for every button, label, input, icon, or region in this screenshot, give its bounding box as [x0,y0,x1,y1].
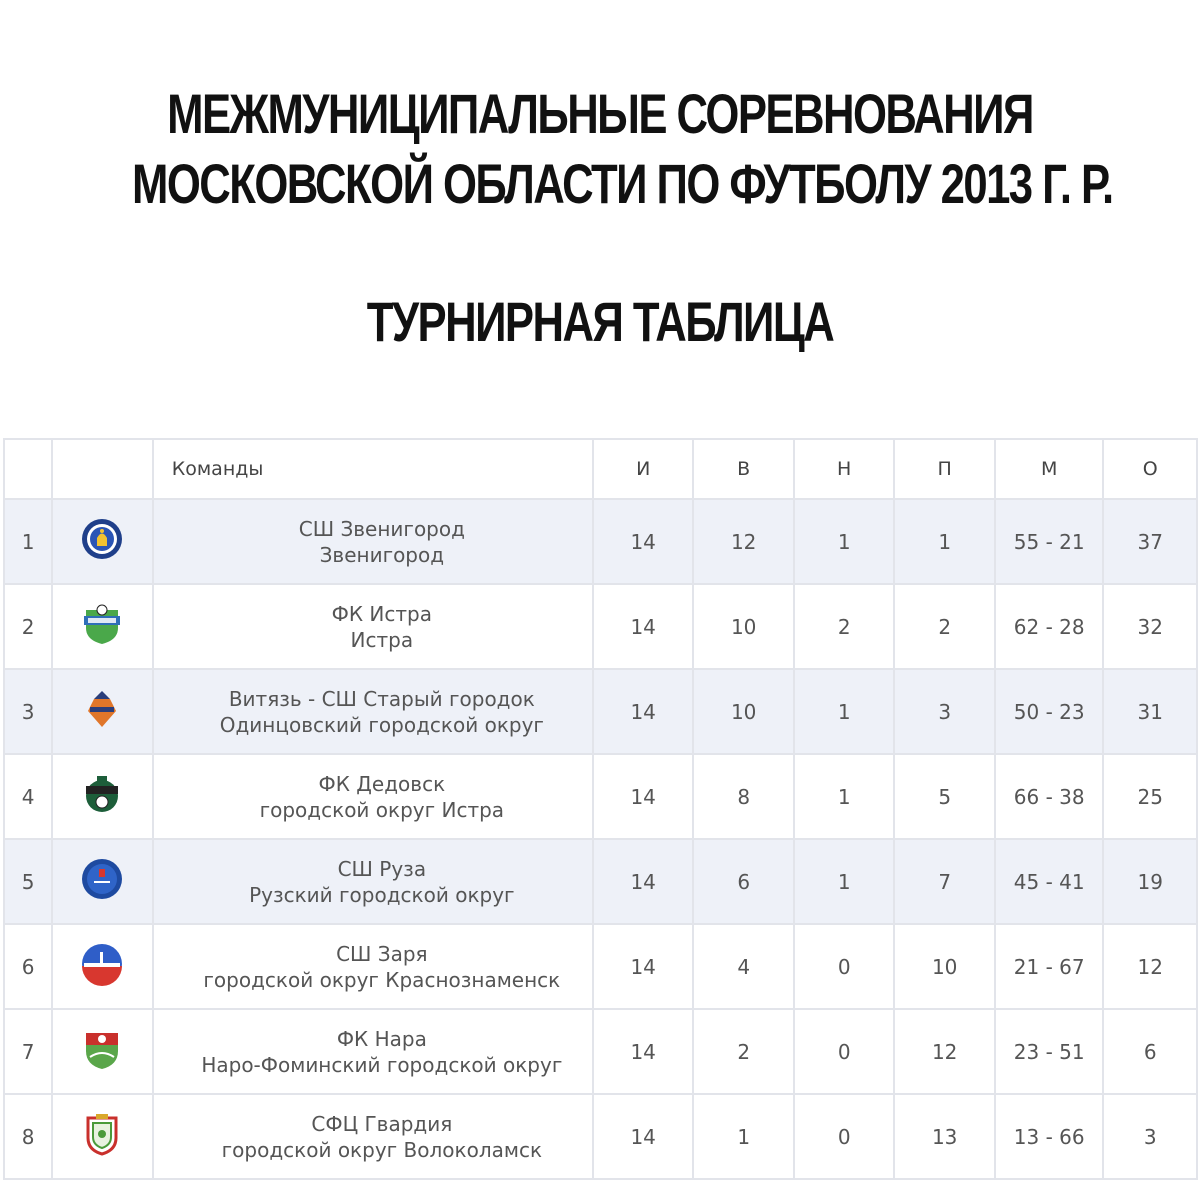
header-wins: В [693,439,794,499]
draws: 0 [794,924,895,1009]
wins: 6 [693,839,794,924]
games-played: 14 [593,584,694,669]
header-draws: Н [794,439,895,499]
table-row[interactable] [4,1094,1197,1179]
team-cell[interactable] [153,839,593,924]
title-line-2: МОСКОВСКОЙ ОБЛАСТИ ПО ФУТБОЛУ 2013 Г. Р. [132,152,1113,215]
points: 3 [1103,1094,1197,1179]
games-played: 14 [593,669,694,754]
zarya-circle-icon [80,942,124,986]
goals: 13 - 66 [995,1094,1104,1179]
games-played: 14 [593,499,694,584]
table-row[interactable] [4,584,1197,669]
games-played: 14 [593,924,694,1009]
nara-shield-icon [80,1027,124,1071]
goals: 21 - 67 [995,924,1104,1009]
losses: 1 [894,499,995,584]
istra-shield-icon [80,602,124,646]
draws: 2 [794,584,895,669]
losses: 3 [894,669,995,754]
row-position: 4 [4,754,52,839]
team-name[interactable]: СШ Заря [336,941,428,966]
team-logo [52,754,153,839]
goals: 23 - 51 [995,1009,1104,1094]
wins: 2 [693,1009,794,1094]
losses: 10 [894,924,995,1009]
games-played: 14 [593,839,694,924]
row-position: 5 [4,839,52,924]
table-row[interactable] [4,754,1197,839]
draws: 1 [794,669,895,754]
dedovsk-badge-icon [80,772,124,816]
points: 25 [1103,754,1197,839]
points: 37 [1103,499,1197,584]
team-name[interactable]: ФК Истра [331,601,432,626]
table-subtitle: ТУРНИРНАЯ ТАБЛИЦА [366,290,834,353]
table-row[interactable] [4,499,1197,584]
points: 32 [1103,584,1197,669]
header-games: И [593,439,694,499]
team-city: Истра [350,627,414,652]
table-row[interactable] [4,1009,1197,1094]
header-goals: М [995,439,1104,499]
losses: 2 [894,584,995,669]
header-teams: Команды [153,439,593,499]
team-logo [52,669,153,754]
team-cell[interactable] [153,584,593,669]
team-name[interactable]: ФК Нара [336,1026,427,1051]
team-name[interactable]: Витязь - СШ Старый городок [228,686,535,711]
goals: 66 - 38 [995,754,1104,839]
losses: 12 [894,1009,995,1094]
header-pos [4,439,52,499]
points: 6 [1103,1009,1197,1094]
header-logo [52,439,153,499]
team-cell[interactable] [153,1094,593,1179]
team-city: городской округ Истра [259,797,505,822]
team-name[interactable]: СШ Звенигород [298,516,465,541]
team-city: Звенигород [319,542,445,567]
draws: 1 [794,499,895,584]
row-position: 7 [4,1009,52,1094]
team-city: городской округ Волоколамск [221,1137,543,1162]
table-row[interactable] [4,924,1197,1009]
team-logo [52,499,153,584]
team-cell[interactable] [153,669,593,754]
team-logo [52,1009,153,1094]
draws: 1 [794,754,895,839]
team-city: Наро-Фоминский городской округ [201,1052,563,1077]
table-header-row [4,439,1197,499]
games-played: 14 [593,1009,694,1094]
title-line-1: МЕЖМУНИЦИПАЛЬНЫЕ СОРЕВНОВАНИЯ [167,82,1033,145]
games-played: 14 [593,754,694,839]
row-position: 1 [4,499,52,584]
header-losses: П [894,439,995,499]
team-city: Рузский городской округ [249,882,515,907]
points: 31 [1103,669,1197,754]
draws: 1 [794,839,895,924]
team-cell[interactable] [153,499,593,584]
row-position: 3 [4,669,52,754]
goals: 62 - 28 [995,584,1104,669]
team-logo [52,584,153,669]
team-logo [52,839,153,924]
team-name[interactable]: СШ Руза [337,856,427,881]
wins: 1 [693,1094,794,1179]
row-position: 8 [4,1094,52,1179]
draws: 0 [794,1009,895,1094]
row-position: 6 [4,924,52,1009]
team-city: Одинцовский городской округ [219,712,544,737]
wins: 10 [693,669,794,754]
losses: 7 [894,839,995,924]
wins: 8 [693,754,794,839]
team-cell[interactable] [153,1009,593,1094]
team-city: городской округ Краснознаменск [203,967,561,992]
row-position: 2 [4,584,52,669]
standings-table [3,438,1198,1180]
wins: 10 [693,584,794,669]
table-row[interactable] [4,839,1197,924]
header-points: О [1103,439,1197,499]
wins: 4 [693,924,794,1009]
ruza-circle-icon [80,857,124,901]
goals: 45 - 41 [995,839,1104,924]
team-cell[interactable] [153,924,593,1009]
team-logo [52,924,153,1009]
points: 19 [1103,839,1197,924]
zvenigorod-crest-icon [80,517,124,561]
wins: 12 [693,499,794,584]
team-name[interactable]: СФЦ Гвардия [311,1111,453,1136]
team-cell[interactable] [153,754,593,839]
team-logo [52,1094,153,1179]
goals: 50 - 23 [995,669,1104,754]
team-name[interactable]: ФК Дедовск [318,771,446,796]
table-row[interactable] [4,669,1197,754]
gvardiya-crest-icon [80,1112,124,1156]
goals: 55 - 21 [995,499,1104,584]
losses: 13 [894,1094,995,1179]
draws: 0 [794,1094,895,1179]
points: 12 [1103,924,1197,1009]
vityaz-knight-icon [80,687,124,731]
losses: 5 [894,754,995,839]
games-played: 14 [593,1094,694,1179]
